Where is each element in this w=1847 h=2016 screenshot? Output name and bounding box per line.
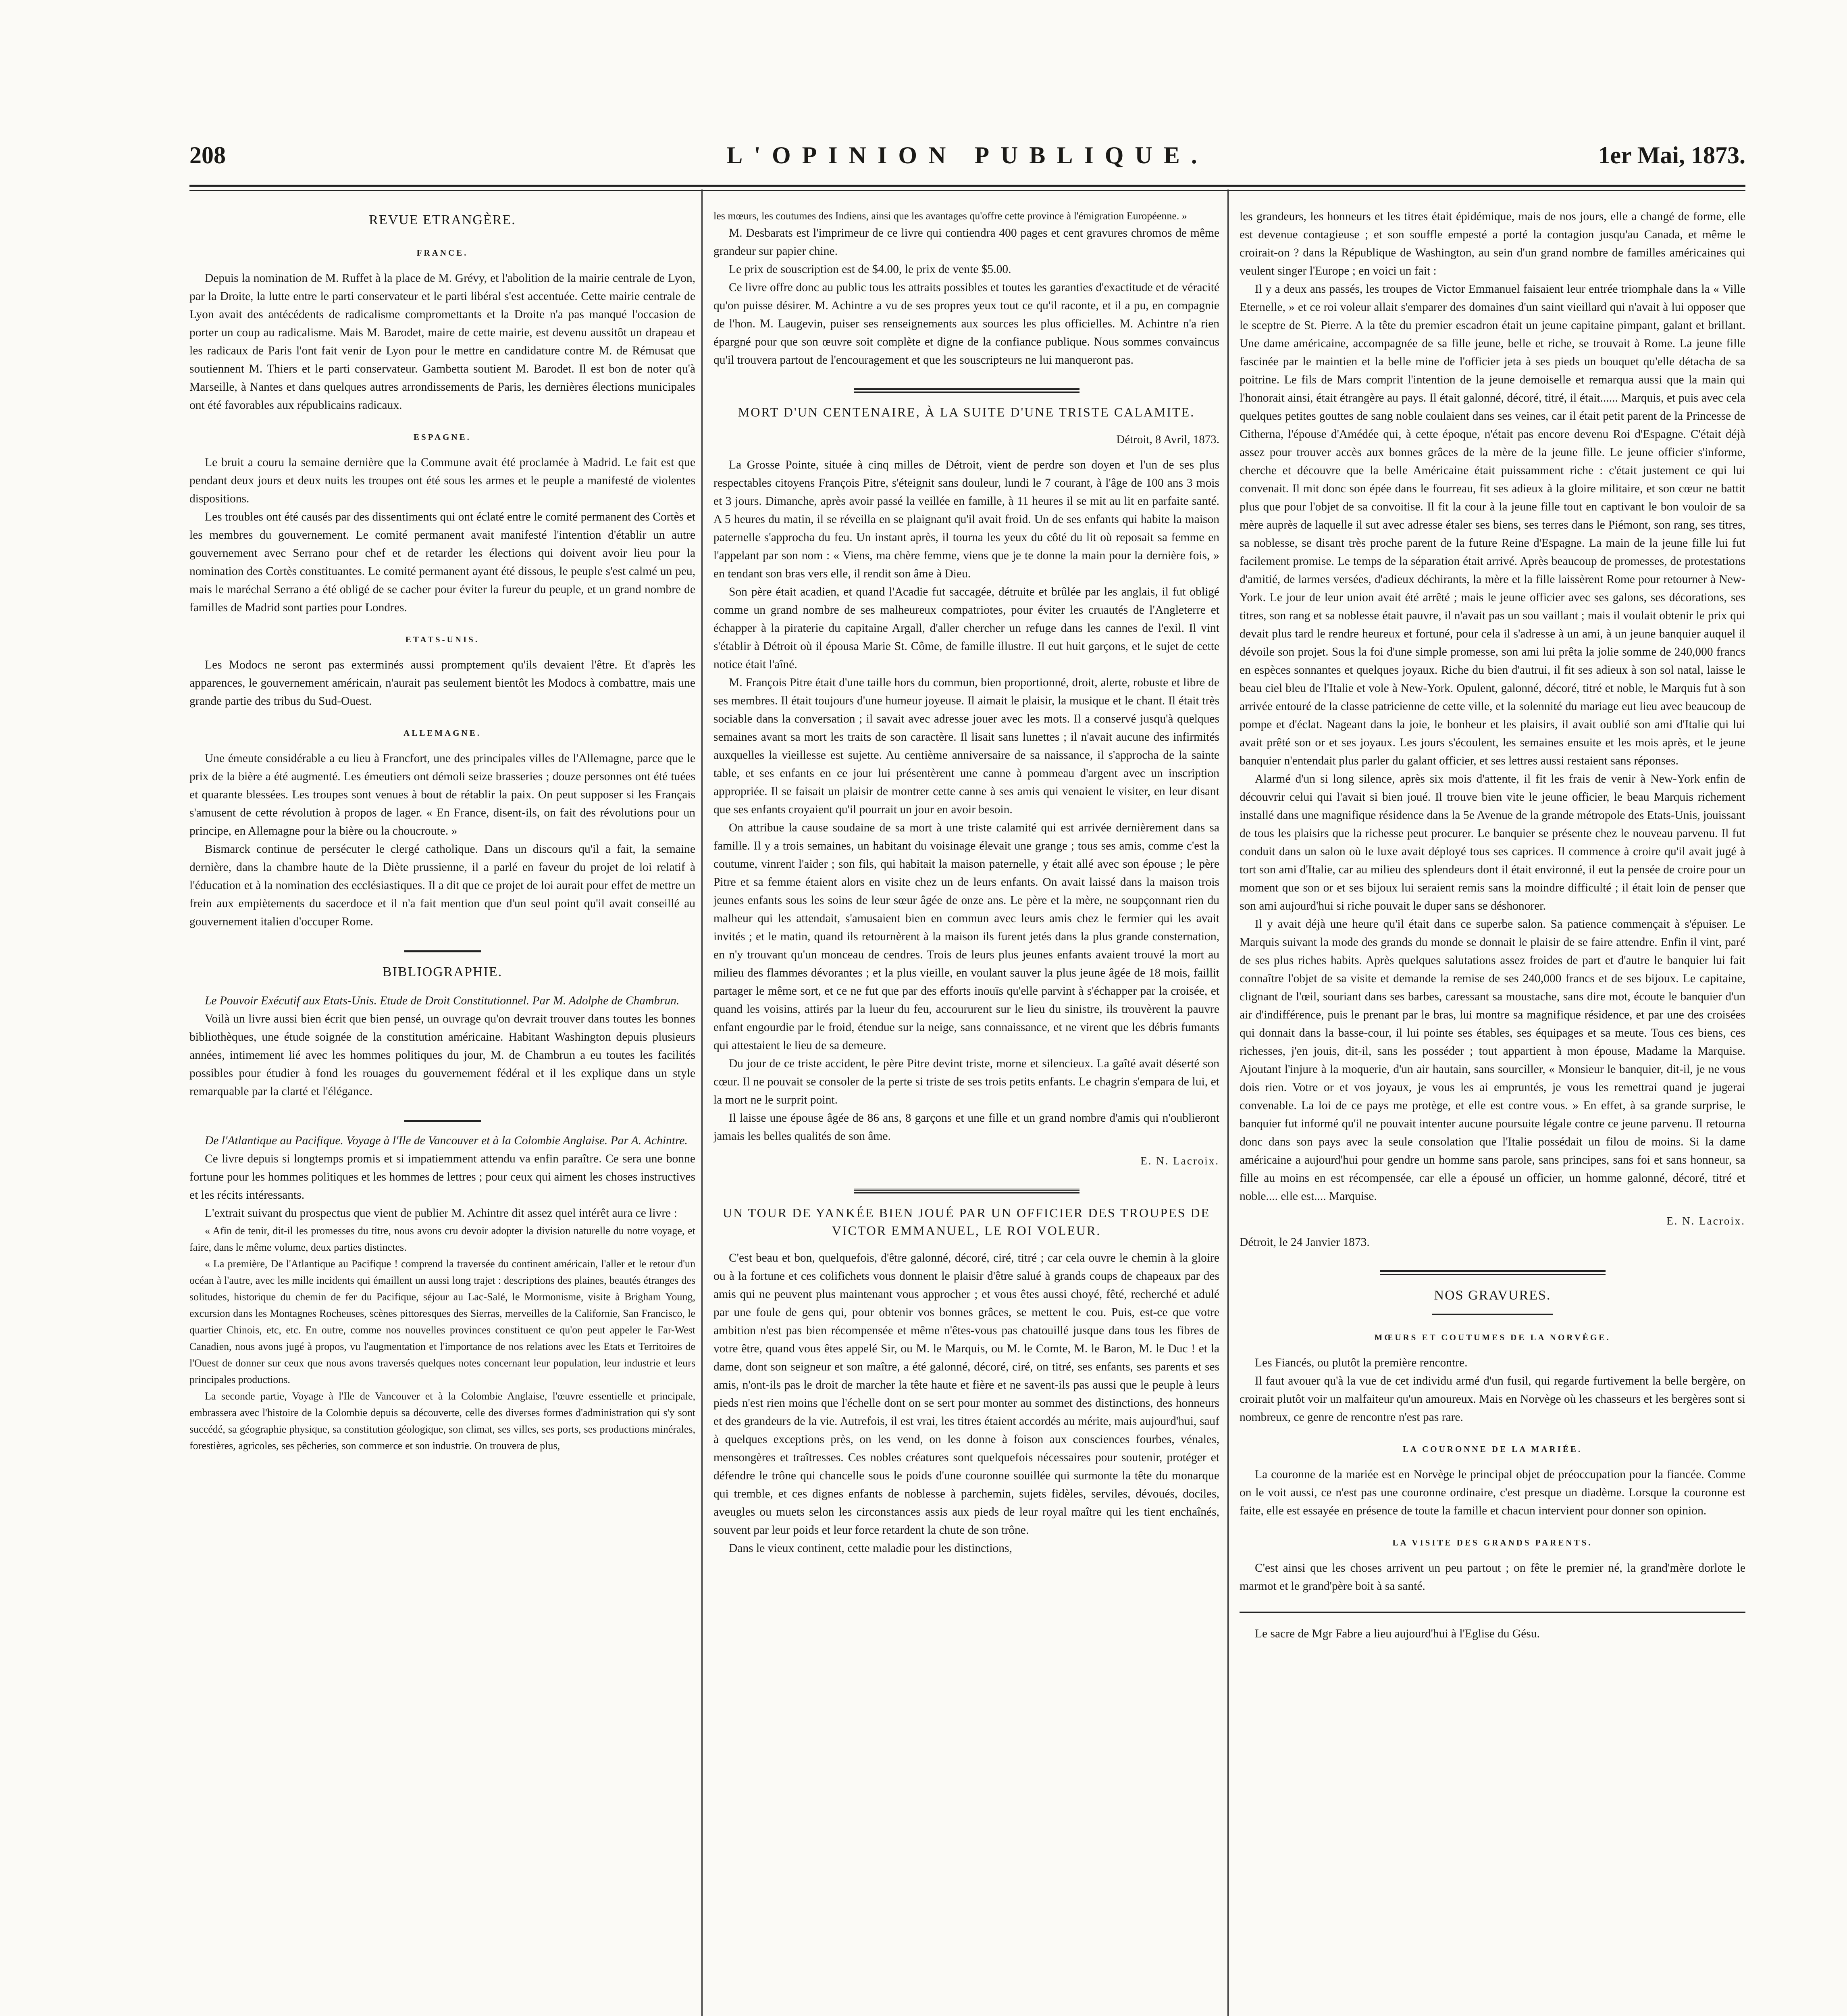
subheading-espagne: ESPAGNE. [414, 432, 471, 442]
paragraph: Ce livre depuis si longtemps promis et si impatiemment attendu va enfin paraître. Ce sera une bonne fortune pour les hommes politiques et les hommes de lettres ; pour ceux qui aiment les choses instructives et les récits intéressants. [189, 1152, 695, 1202]
column-separator [701, 190, 703, 2016]
masthead-rule-thin [189, 190, 1745, 191]
article-heading: UN TOUR DE YANKÉE BIEN JOUÉ PAR UN OFFICIER DES TROUPES DE VICTOR EMMANUEL, LE ROI VOLEUR. [722, 1206, 1211, 1238]
subheading: MŒURS ET COUTUMES DE LA NORVÈGE. [1374, 1333, 1611, 1342]
section-heading: BIBLIOGRAPHIE. [382, 964, 503, 979]
section-divider [1380, 1270, 1606, 1275]
paragraph: C'est ainsi que les choses arrivent un peu partout ; on fête le premier né, la grand'mère dorlote le marmot et le grand'père boit à sa santé. [1240, 1562, 1745, 1593]
subheading-allemagne: ALLEMAGNE. [404, 728, 481, 738]
paragraph: Les Fiancés, ou plutôt la première rencontre. [1255, 1356, 1468, 1369]
paragraph: Le bruit a couru la semaine dernière que la Commune avait été proclamée à Madrid. Le fait est que pendant deux jours et deux nuits les troupes ont été sous les armes et le peuple a manifesté de violentes dispositions. [189, 456, 695, 505]
paragraph: Les troubles ont été causés par des dissentiments qui ont éclaté entre le comité permanent des Cortès et les membres du gouvernement. Le comité permanent avait manifesté l'intention d'établir un autre gouvernement avec Serrano pour chef et de retarder les élections qui doivent avoir lieu pour la nomination des Cortès constituantes. Le comité permanent ayant été dissous, le peuple s'est calmé un peu, mais le maréchal Serrano a été obligé de se cacher pour éviter la fureur du peuple, et un grand nombre de familles de Madrid sont parties pour Londres. [189, 510, 695, 614]
paragraph: Depuis la nomination de M. Ruffet à la place de M. Grévy, et l'abolition de la mairie centrale de Lyon, par la Droite, la lutte entre le parti conservateur et le parti libéral s'est accentuée. Cette mairie centrale de Lyon avait des antécédents de radicalisme compromettants et la Droite n'a pas manqué l'occasion de porter un coup au radicalisme. Mais M. Barodet, maire de cette mairie, est devenu aussitôt un drapeau et les radicaux de Paris l'ont fait venir de Lyon pour le mettre en candidature contre M. de Rémusat que soutiennent M. Thiers et le parti conservateur. Gambetta soutient M. Barodet. Il est bon de noter qu'à Marseille, à Nantes et dans quelques autres arrondissements de Paris, les dernières élections municipales ont été favorables aux républicains radicaux. [189, 272, 695, 412]
column-3 [1240, 208, 1745, 2016]
paragraph: Bismarck continue de persécuter le clergé catholique. Dans un discours qu'il a fait, la semaine dernière, dans la chambre haute de la Diète prussienne, il a parlé en faveur du projet de loi relatif à l'éducation et à la nomination des ecclésiastiques. Il a dit que ce projet de loi aurait pour effet de mettre un frein aux empiètements du sacerdoce et il n'a fait mention que d'un seul point qu'il avait conseillé au gouvernement italien d'occuper Rome. [189, 843, 695, 928]
paragraph: Ce livre offre donc au public tous les attraits possibles et toutes les garanties d'exactitude et de véracité qu'on puisse désirer. M. Achintre a vu de ses propres yeux tout ce qu'il raconte, et il a pu, en compagnie de l'hon. M. Laugevin, puiser ses renseignements aux sources les plus officielles. M. Achintre n'a rien épargné pour que son œuvre soit complète et digne de la confiance publique. Nous sommes convaincus qu'il trouvera partout de l'encouragement et que les souscripteurs ne lui manqueront pas. [713, 281, 1219, 367]
section-divider [1240, 1612, 1745, 1613]
paragraph: Le sacre de Mgr Fabre a lieu aujourd'hui à l'Eglise du Gésu. [1255, 1627, 1540, 1640]
subheading-france: FRANCE. [416, 248, 468, 258]
signature: E. N. Lacroix. [1140, 1155, 1219, 1167]
column-2 [713, 208, 1219, 2016]
paragraph: Il laisse une épouse âgée de 86 ans, 8 garçons et une fille et un grand nombre d'amis qui n'oublieront jamais les belles qualités de son âme. [713, 1112, 1219, 1143]
paragraph: les grandeurs, les honneurs et les titres était épidémique, mais de nos jours, elle a changé de forme, elle est devenue contagieuse ; et son souffle empesté a porté la contagion jusqu'au Canada, et même le croirait-on ? dans la République de Washington, au sein d'un grand nombre de familles américaines qui veulent singer l'Europe ; en voici un fait : [1240, 210, 1745, 277]
book-title: Le Pouvoir Exécutif aux Etats-Unis. Etude de Droit Constitutionnel. Par M. Adolphe de Chambrun. [205, 994, 680, 1007]
subheading-etats-unis: ETATS-UNIS. [405, 635, 480, 644]
section-divider [854, 388, 1079, 393]
paragraph: Son père était acadien, et quand l'Acadie fut saccagée, détruite et brûlée par les anglais, il fut obligé comme un grand nombre de ses malheureux compatriotes, pour éviter les cruautés de l'Angleterre et échapper à la piraterie du capitaine Argall, d'aller chercher un refuge dans les cannes de l'exil. Il vint s'établir à Détroit où il épousa Marie St. Côme, de famille illustre. Il eut huit garçons, et le sujet de cette notice était l'aîné. [713, 585, 1219, 671]
section-divider [404, 950, 481, 952]
signature: E. N. Lacroix. [1666, 1215, 1745, 1227]
paragraph: Il y a deux ans passés, les troupes de Victor Emmanuel faisaient leur entrée triomphale dans la « Ville Eternelle, » et ce roi voleur allait s'emparer des domaines d'un saint vieillard qui n'avait à lui opposer que le sceptre de St. Pierre. A la tête du premier escadron était un jeune capitaine pimpant, galant et brillant. Une dame américaine, accompagnée de sa fille jeune, belle et riche, se trouvait à Rome. La jeune fille fascinée par le maintien et la belle mine de l'officier jeta à ses pieds un bouquet qu'elle détacha de sa poitrine. Le fils de Mars comprit l'intention de la jeune demoiselle et remarqua aussi que la main qui l'honorait ainsi, était étrangère au pays. Il était galonné, décoré, titré, il était...... Marquis, et puis avec cela quelques petites gouttes de sang noble coulaient dans ses veines, car il était petit parent de la Princesse de Citherna, l'épouse d'Amédée qui, à cette époque, n'était pas encore devenu Roi d'Espagne. C'était déjà assez pour trouver accès aux bonnes grâces de la mère de la jeune fille. Le jeune officier s'informe, cherche et découvre que la belle Américaine était puissamment riche : c'était justement ce qui lui convenait. Il mit donc son épée dans le fourreau, fit ses adieux à la gloire militaire, et son cœur ne battit plus que pour l'objet de sa convoitise. Il fit la cour à la jeune fille tout en captivant le bon vouloir de sa mère auprès de laquelle il sut avec adresse étaler ses biens, ses terres dans le Piémont, son rang, ses titres, sa noblesse, se disant très proche parent de la future Reine d'Espagne. La main de la jeune fille lui fut facilement promise. Le temps de la séparation était arrivé. Après beaucoup de promesses, de protestations d'amitié, de larmes versées, d'adieux déchirants, la mère et la fille laissèrent Rome pour retourner à New-York. Le jour de leur union avait été arrêté ; mais le jeune officier avec ses galons, ses décorations, ses titres, son rang et sa noblesse était pauvre, il n'avait pas un sou vaillant ; mais il voulait obtenir le prix qui devait plus tard le rendre heureux et fortuné, pour cela il s'adresse à un ami, à un jeune banquier auquel il dévoile son projet. Sous la foi d'une simple promesse, son ami lui prêta la jolie somme de 240,000 francs en espèces sonnantes et quelques joyaux. Riche du bien d'autrui, il fit ses adieux à son sol natal, laisse le beau ciel bleu de l'Italie et vole à New-York. Opulent, galonné, décoré, titré et noble, le Marquis fut à son arrivée entouré de la classe patricienne de cette ville, et la solennité du mariage eut lieu avec beaucoup de pompe et d'éclat. Nageant dans la joie, le bonheur et les plaisirs, il avait oublié son ami d'Italie qui lui avait prêté son or et ses joyaux. Les jours s'écoulent, les semaines ensuite et les mois après, et le jeune banquier n'entendait plus parler du galant officier, et ses lettres aussi restaient sans réponses. [1240, 283, 1745, 767]
section-divider [854, 1189, 1079, 1193]
issue-date: 1er Mai, 1873. [1598, 142, 1745, 169]
paragraph: La couronne de la mariée est en Norvège le principal objet de préoccupation pour la fiancée. Comme on le voit aussi, ce n'est pas une couronne ordinaire, c'est presque un diadème. Lorsque la couronne est faite, elle est essayée en présence de toute la famille et chacun intervient pour donner son opinion. [1240, 1468, 1745, 1517]
paragraph: Alarmé d'un si long silence, après six mois d'attente, il fit les frais de venir à New-York enfin de découvrir celui qui l'avait si bien joué. Il trouve bien vite le jeune officier, le beau Marquis richement installé dans une magnifique résidence dans la 5e Avenue de la grande métropole des Etats-Unis, jouissant de tous les plaisirs que la richesse peut procurer. Le banquier se présente chez le nouveau parvenu. Il fut conduit dans un salon où le luxe avait déployé tous ses caprices. Il commence à croire qu'il avait jugé à tort son ami d'Italie, car au milieu des splendeurs dont il était environné, il eut la pensée de croire pour un moment que son or et ses bijoux lui seraient remis sans la moindre difficulté ; il était loin de penser que son ami aujourd'hui si riche pouvait le duper sans se déshonorer. [1240, 773, 1745, 912]
section-divider [404, 1120, 481, 1122]
quoted-paragraph: La seconde partie, Voyage à l'Ile de Vancouver et à la Colombie Anglaise, l'œuvre essentielle et principale, embrassera avec l'histoire de la Colombie depuis sa découverte, celle des diverses formes d'administration qui s'y sont succédé, sa géographie physique, sa constitution géologique, son climat, ses villes, ses ports, ses productions minérales, forestières, agricoles, ses pêcheries, son commerce et son industrie. On trouvera de plus, [189, 1390, 695, 1452]
dateline: Détroit, le 24 Janvier 1873. [1240, 1236, 1370, 1249]
paragraph: Il faut avouer qu'à la vue de cet individu armé d'un fusil, qui regarde furtivement la belle bergère, on croirait plutôt voir un malfaiteur qu'un amoureux. Mais en Norvège où les chasseurs et les bergères sont si nombreux, ce genre de rencontre n'est pas rare. [1240, 1375, 1745, 1424]
paragraph: Le prix de souscription est de $4.00, le prix de vente $5.00. [729, 263, 1011, 276]
paragraph: On attribue la cause soudaine de sa mort à une triste calamité qui est arrivée dernièrement dans sa famille. Il y a trois semaines, un habitant du voisinage élevait une grange ; tous ses amis, comme c'est la coutume, vinrent l'aider ; son fils, qui habitait la maison paternelle, y était allé avec son épouse ; le père Pitre et sa femme étaient alors en visite chez un de leurs enfants. On avait laissé dans la maison trois jeunes enfants sous les soins de leur sœur âgée de onze ans. Le père et la mère, ne soupçonnant rien du malheur qui les attendait, s'amusaient bien en commun avec leurs amis chez le fermier qui les avait invités ; et le matin, quand ils retournèrent à la maison ils furent jetés dans la plus grande consternation, en n'y trouvant qu'un monceau de cendres. Trois de leurs plus jeunes enfants avaient trouvé la mort au milieu des flammes dévorantes ; et la plus vieille, en voulant sauver la plus jeune âgée de 18 mois, faillit partager le même sort, et ce ne fut que par des efforts inouïs qu'elle parvint à s'échapper par la croisée, et quand les voisins, attirés par la lueur du feu, accoururent sur le lieu du sinistre, ils trouvèrent la pauvre enfant engourdie par le froid, étendue sur la neige, sans connaissance, et ne virent que les débris fumants qui attestaient le lieu de sa demeure. [713, 821, 1219, 1052]
book-title: De l'Atlantique au Pacifique. Voyage à l'Ile de Vancouver et à la Colombie Anglaise. Par A. Achintre. [205, 1134, 688, 1147]
quoted-paragraph: « Afin de tenir, dit-il les promesses du titre, nous avons cru devoir adopter la division naturelle du notre voyage, et faire, dans le même volume, deux parties distinctes. [189, 1225, 695, 1253]
paragraph: les mœurs, les coutumes des Indiens, ainsi que les avantages qu'offre cette province à l'émigration Européenne. » [713, 210, 1187, 222]
subheading: LA VISITE DES GRANDS PARENTS. [1392, 1538, 1593, 1547]
paragraph: M. Desbarats est l'imprimeur de ce livre qui contiendra 400 pages et cent gravures chromos de même grandeur sur papier chine. [713, 227, 1219, 258]
article-heading: MORT D'UN CENTENAIRE, À LA SUITE D'UNE TRISTE CALAMITE. [738, 405, 1195, 419]
subheading: LA COURONNE DE LA MARIÉE. [1402, 1444, 1583, 1454]
column-1 [189, 208, 695, 2016]
column-separator [1227, 190, 1229, 2016]
quoted-paragraph: « La première, De l'Atlantique au Pacifique ! comprend la traversée du continent américain, l'aller et le retour d'un océan à l'autre, avec les mille incidents qui émaillent un aussi long trajet : descriptions des plaines, beautés étranges des solitudes, historique du chemin de fer du Pacifique, séjour au Lac-Salé, le Mormonisme, visite à Brigham Young, excursion dans les Montagnes Rocheuses, scènes pittoresques des Sierras, merveilles de la Californie, San Francisco, le quartier Chinois, etc, etc. En outre, comme nos nouvelles provinces constituent ce qu'on peut appeler le Far-West Canadien, nous avons jugé à propos, vu l'augmentation et l'importance de nos relations avec les Etats et Territoires de l'Ouest de donner sur ceux que nous avons traversés quelques notes concernant leur population, leur industrie et leurs principales productions. [189, 1258, 695, 1385]
section-heading: NOS GRAVURES. [1434, 1288, 1551, 1303]
paragraph: M. François Pitre était d'une taille hors du commun, bien proportionné, droit, alerte, robuste et libre de ses membres. Il était toujours d'une humeur joyeuse. Il aimait le plaisir, la musique et le chant. Il était très sociable dans la conversation ; il savait avec adresse jouer avec les mots. Il a conservé jusqu'à quelques semaines avant sa mort les traits de son caractère. Il lisait sans lunettes ; il n'avait aucune des infirmités auxquelles la vieillesse est sujette. Au centième anniversaire de sa naissance, il s'approcha de la sainte table, et ses enfants en ce jour lui présentèrent une canne à pommeau d'argent avec un inscription appropriée. Il se faisait un plaisir de montrer cette canne à ses amis qui venaient le visiter, en leur disant que ses enfants croyaient qu'il pourrait un jour en avoir besoin. [713, 676, 1219, 816]
masthead [189, 137, 1745, 181]
paragraph: Les Modocs ne seront pas exterminés aussi promptement qu'ils devaient l'être. Et d'après les apparences, le gouvernement américain, n'aurait pas seulement bientôt les Modocs à combattre, mais une grande partie des tribus du Sud-Ouest. [189, 658, 695, 708]
paragraph: Voilà un livre aussi bien écrit que bien pensé, un ouvrage qu'on devrait trouver dans toutes les bonnes bibliothèques, une étude soignée de la constitution américaine. Habitant Washington depuis plusieurs années, intimement lié avec les hommes politiques du jour, M. de Chambrun a eu toutes les facilités possibles pour étudier à fond les rouages du gouvernement fédéral et il les explique dans un style remarquable par la clarté et l'élégance. [189, 1012, 695, 1098]
section-heading: REVUE ETRANGÈRE. [369, 212, 516, 227]
paragraph: L'extrait suivant du prospectus que vient de publier M. Achintre dit assez quel intérêt aura ce livre : [205, 1207, 677, 1220]
paragraph: La Grosse Pointe, située à cinq milles de Détroit, vient de perdre son doyen et l'un de ses plus respectables citoyens François Pitre, s'éteignit sans douleur, lundi le 7 courant, à l'âge de 100 ans 3 mois et 3 jours. Dimanche, après avoir passé la veillée en famille, à 11 heures il se mit au lit en parfaite santé. A 5 heures du matin, il se réveilla en se plaignant qu'il avait froid. Un de ses enfants qui habite la maison paternelle s'approcha du feu. Un instant après, il tourna les yeux du côté du lit où reposait sa femme en l'appelant par son nom : « Viens, ma chère femme, viens que je te donne la main pour la dernière fois, » en tendant son bras vers elle, il rendit son âme à Dieu. [713, 458, 1219, 580]
section-divider [1432, 1314, 1553, 1315]
paragraph: Du jour de ce triste accident, le père Pitre devint triste, morne et silencieux. La gaîté avait déserté son cœur. Il ne pouvait se consoler de la perte si triste de ses trois petits enfants. Le chagrin s'empara de lui, et la mort ne le surprit point. [713, 1057, 1219, 1106]
paragraph: Il y avait déjà une heure qu'il était dans ce superbe salon. Sa patience commençait à s'épuiser. Le Marquis suivant la mode des grands du monde se donnait le plaisir de se faire attendre. Enfin il vint, paré de ses plus riches habits. Après quelques salutations assez froides de part et d'autre le banquier lui fait connaître l'objet de sa visite et demande la remise de ses 240,000 francs et de ses bijoux. Le capitaine, clignant de l'œil, souriant dans ses barbes, caressant sa moustache, sans dire mot, écoute le banquier d'un air d'indifférence, puis le prenant par le bras, lui montre sa magnifique résidence, et par une des croisées qui donnait dans la basse-cour, il lui pointe ses étables, ses équipages et sa meute. Tous ces biens, ces richesses, j'en jouis, dit-il, sans les posséder ; tout appartient à mon épouse, Madame la Marquise. Ajoutant l'injure à la moquerie, d'un air hautain, sans sourciller, « Monsieur le banquier, dit-il, je ne vous dois rien. Votre or et vos joyaux, je vous les ai empruntés, je vous les remettrai quand je jugerai convenable. La loi de ce pays me protège, et elle est contre vous. » En effet, à sa grande surprise, le banquier fut informé qu'il ne pouvait intenter aucune poursuite légale contre ce jeune parvenu. Il retourna donc dans son pays avec la seule consolation que l'Italie possédait un filou de moins. Si la dame américaine a aujourd'hui pour gendre un homme sans parole, sans principes, sans foi et sans honneur, sa fille au moins en est récompensée, car elle a épousé un officier, un homme galonné, décoré, titré et noble.... elle est.... Marquise. [1240, 918, 1745, 1203]
paragraph: Dans le vieux continent, cette maladie pour les distinctions, [729, 1542, 1012, 1555]
paragraph: C'est beau et bon, quelquefois, d'être galonné, décoré, ciré, titré ; car cela ouvre le chemin à la gloire ou à la fortune et ces colifichets vous donnent le plaisir d'être salué à grands coups de chapeaux par des amis qui ne peuvent plus maintenant vous approcher ; et vous êtes aussi choyé, fêté, recherché et adulé par une foule de gens qui, pour obtenir vos bonnes grâces, se mettent le cou. Puis, est-ce que votre ambition n'est pas bien récompensée et même n'êtes-vous pas chatouillé jusque dans tous les fibres de votre être, quand vous êtes appelé Sir, ou M. le Marquis, ou M. le Comte, M. le Baron, M. le Duc ! et la dame, dont son seigneur et son maître, a été galonné, décoré, ciré, on titré, ses enfants, ses parents et ses amis, n'ont-ils pas le droit de marcher la tête haute et fière et ne savent-ils pas aussi que le peuple à leurs pieds n'est rien moins que l'échelle dont on se sert pour monter au sommet des distinctions, des honneurs et des grandeurs de la vie. Autrefois, il est vrai, les titres étaient accordés au mérite, mais aujourd'hui, sauf à quelques exceptions près, on les vend, on les donne à foison aux consciences fourbes, vénales, mensongères et traîtresses. Ces nobles créatures sont quelquefois nécessaires pour soutenir, protéger et défendre le trône qui chancelle sous le poids d'une couronne souillée qui surmonte la tête du monarque qui tremble, et ces dignes enfants de noblesse à parchemin, sujets fidèles, serviles, dévoués, dociles, aveugles ou muets selon les circonstances assis aux pieds de leur royal maître qui les tient enchaînés, souvent par leur poids et leur force retardent la chute de son trône. [713, 1252, 1219, 1537]
newspaper-title: L'OPINION PUBLIQUE. [726, 142, 1208, 169]
dateline: Détroit, 8 Avril, 1873. [1116, 433, 1219, 446]
paragraph: Une émeute considérable a eu lieu à Francfort, une des principales villes de l'Allemagne, parce que le prix de la bière a été augmenté. Les émeutiers ont démoli seize brasseries ; douze personnes ont été tuées et quarante blessées. Les troupes sont venues à bout de rétablir la paix. On peut supposer si les Français s'amusent de cette révolution à propos de lager. « En France, disent-ils, on fait des révolutions pour un principe, en Allemagne pour la bière ou la choucroute. » [189, 752, 695, 837]
page-number: 208 [189, 142, 226, 169]
masthead-rule [189, 185, 1745, 187]
